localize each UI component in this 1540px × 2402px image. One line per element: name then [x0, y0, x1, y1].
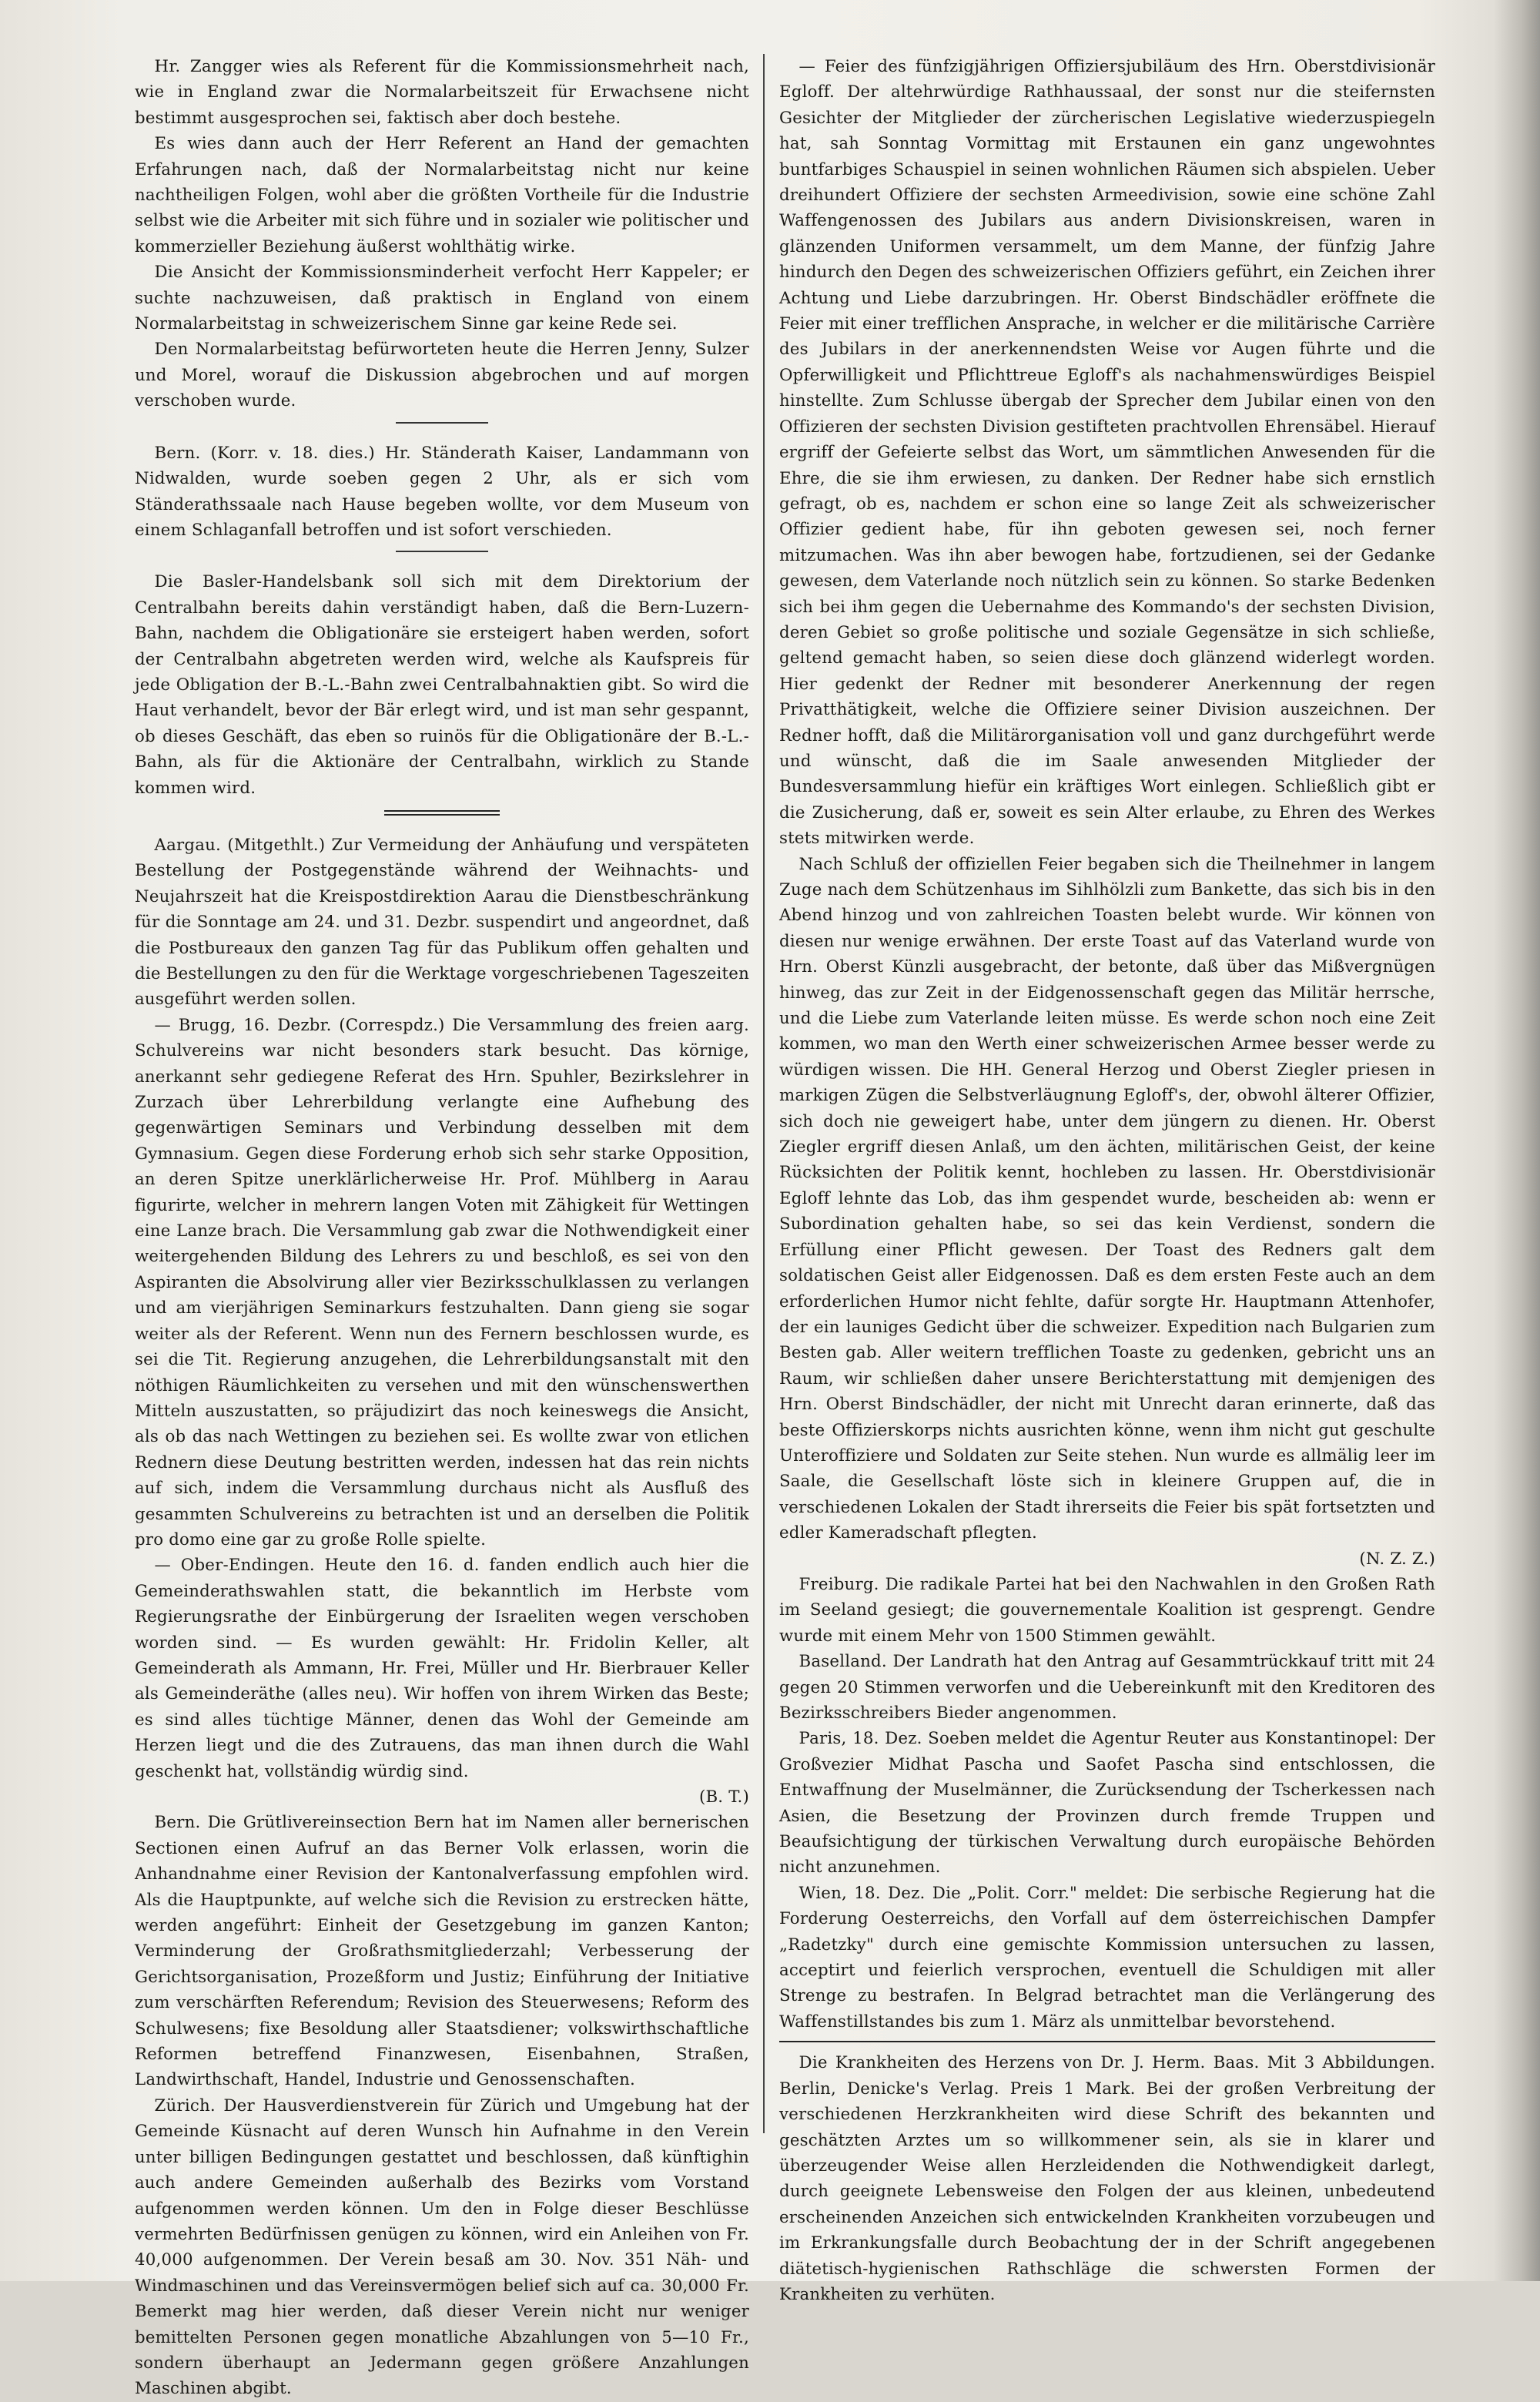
article-baselland: Baselland. Der Landrath hat den Antrag auf Gesammtrückkauf tritt mit 24 gegen 20 Stimmen verworfen und die Uebereinkunft mit den Kreditoren des Bezirksschreibers Bieder angenommen.	[779, 1652, 1435, 1723]
article-bankett: Nach Schluß der offiziellen Feier begaben sich die Theilnehmer in langem Zuge nach dem Schützenhaus im Sihlhölzli zum Bankette, das sich bis in den Abend hinzog und von zahlreichen Toasten belebt wurde. Wir können von diesen nur wenige erwähnen. Der erste Toast auf das Vaterland wurde von Hrn. Oberst Künzli ausgebracht, der betonte, daß über das Mißvergnügen hinweg, das zur Zeit in der Eidgenossenschaft gegen das Militär herrsche, und die Liebe zum Vaterlande leiten müsse. Es werde schon noch eine Zeit kommen, wo man den Werth einer schweizerischen Armee besser werde zu würdigen wissen. Die HH. General Herzog und Oberst Ziegler priesen in markigen Zügen die Selbstverläugnung Egloff's, der, obwohl älterer Offizier, sich doch nie geweigert habe, unter dem jüngern zu dienen. Hr. Oberst Ziegler ergriff diesen Anlaß, um den ächten, militärischen Geist, der keine Rücksichten der Politik kennt, hochleben zu lassen. Hr. Oberstdivisionär Egloff lehnte das Lob, das ihm gespendet wurde, bescheiden ab: wenn er Subordination gehalten habe, so sei das kein Verdienst, sondern die Erfüllung einer Pflicht gewesen. Der Toast des Redners galt dem soldatischen Geist aller Eidgenossen. Daß es dem ersten Feste auch an dem erforderlichen Humor nicht fehlte, dafür sorgte Hr. Hauptmann Attenhofer, der ein launiges Gedicht über die schweizer. Expedition nach Bulgarien zum Besten gab. Aller weitern trefflichen Toaste zu gedenken, gebricht uns an Raum, wir schließen daher unsere Berichterstattung mit demjenigen des Hrn. Oberst Bindschädler, der nicht mit Unrecht daran erinnerte, daß das beste Offizierskorps nichts ausrichten könne, wenn ihm nicht gut geschulte Unteroffiziere und Soldaten zur Seite stehen. Nun wurde es allmälig leer im Saale, die Gesellschaft löste sich in kleinere Gruppen auf, die in verschiedenen Lokalen der Stadt ihrerseits die Feier bis spät fortsetzten und edler Kameradschaft pflegten.	[779, 854, 1435, 1543]
article-referent: Es wies dann auch der Herr Referent an Hand der gemachten Erfahrungen nach, daß der Normalarbeitstag nicht nur keine nachtheiligen Folgen, wohl aber die größten Vortheile für die Industrie selbst wie die Arbeiter mit sich führe und in sozialer wie politischer und kommerzieller Beziehung äußerst wohlthätig wirke.	[135, 134, 749, 256]
article-befuerworter: Den Normalarbeitstag befürworteten heute die Herren Jenny, Sulzer und Morel, worauf die Diskussion abgebrochen und auf morgen verschoben wurde.	[135, 340, 749, 411]
section-divider	[396, 551, 488, 552]
article-ober-endingen: — Ober-Endingen. Heute den 16. d. fanden endlich auch hier die Gemeinderathswahlen statt, die bekanntlich im Herbste vom Regierungsrathe der Einbürgerung der Israeliten wegen verschoben worden sind. — Es wurden gewählt: Hr. Fridolin Keller, alt Gemeinderath als Ammann, Hr. Frei, Müller und Hr. Bierbrauer Keller als Gemeinderäthe (alles neu). Wir hoffen von ihrem Wirken das Beste; es sind alles tüchtige Männer, denen das Wohl der Gemeinde am Herzen liegt und die des Zutrauens, das man ihnen durch die Wahl geschenkt hat, vollständig würdig sind.	[135, 1556, 749, 1781]
column-rule	[763, 54, 765, 2133]
article-bern-gruetli: Bern. Die Grütlivereinsection Bern hat im Namen aller bernerischen Sectionen einen Aufruf an das Berner Volk erlassen, worin die Anhandnahme einer Revision der Kantonalverfassung empfohlen wird. Als die Hauptpunkte, auf welche sich die Revision zu erstrecken hätte, werden angeführt: Einheit der Gesetzgebung im ganzen Kanton; Verminderung der Großrathsmitgliederzahl; Verbesserung der Gerichtsorganisation, Prozeßform und Justiz; Einführung der Initiative zum verschärften Referendum; Revision des Steuerwesens; Reform des Schulwesens; fixe Besoldung aller Staatsdiener; volkswirthschaftliche Reformen betreffend Finanzwesen, Eisenbahnen, Straßen, Landwirthschaft, Handel, Industrie und Genossenschaften.	[135, 1813, 749, 2090]
source-signature: (B. T.)	[698, 1787, 749, 1807]
left-column	[135, 54, 749, 2399]
article-minderheit: Die Ansicht der Kommissionsminderheit verfocht Herr Kappeler; er suchte nachzuweisen, daß praktisch in England von einem Normalarbeitstag in schweizerischem Sinne gar keine Rede sei.	[135, 263, 749, 334]
book-notice-herzkrankheiten: Die Krankheiten des Herzens von Dr. J. Herm. Baas. Mit 3 Abbildungen. Berlin, Denicke's Verlag. Preis 1 Mark. Bei der großen Verbreitung der verschiedenen Herzkrankheiten wird diese Schrift des bekannten und geschätzten Arztes um so willkommener sein, als sie in klarer und überzeugender Weise allen Herzleidenden die Nothwendigkeit darlegt, durch geeignete Lebensweise den Folgen der aus kleinen, unbedeutend erscheinenden Anzeichen sich entwickelnden Krankheiten vorzubeugen und im Erkrankungsfalle durch Beobachtung der in der Schrift angegebenen diätetisch-hygienischen Rathschläge die schwersten Formen der Krankheiten zu verhüten.	[779, 2053, 1435, 2304]
article-aargau: Aargau. (Mitgethlt.) Zur Vermeidung der Anhäufung und verspäteten Bestellung der Postgegenstände während der Weihnachts- und Neujahrszeit hat die Kreispostdirektion Aarau die Dienstbeschränkung für die Sonntage am 24. und 31. Dezbr. suspendirt und angeordnet, daß die Postbureaux den ganzen Tag für das Publikum offen gehalten und die Bestellungen zu den für die Werktage vorgeschriebenen Tageszeiten ausgeführt werden sollen.	[135, 835, 749, 1010]
article-basler-handelsbank: Die Basler-Handelsbank soll sich mit dem Direktorium der Centralbahn bereits dahin verständigt haben, daß die Bern-Luzern-Bahn, nachdem die Obligationäre sie ersteigert haben werden, sofort der Centralbahn abgetreten werden wird, welche als Kaufspreis für jede Obligation der B.-L.-Bahn zwei Centralbahnaktien gibt. So wird die Haut verhandelt, bevor der Bär erlegt wird, und ist man sehr gespannt, ob dieses Geschäft, das eben so ruinös für die Obligationäre der B.-L.-Bahn, als für die Aktionäre der Centralbahn, wirklich zu Stande kommen wird.	[135, 572, 749, 798]
binding-shadow	[1494, 0, 1540, 2281]
article-bern-kaiser: Bern. (Korr. v. 18. dies.) Hr. Ständerath Kaiser, Landammann von Nidwalden, wurde soeben gegen 2 Uhr, als er sich vom Ständerathssaale nach Hause begeben wollte, vor dem Museum von einem Schlaganfall betroffen und ist sofort verschieden.	[135, 443, 749, 540]
section-double-rule	[384, 810, 500, 816]
article-zuerich: Zürich. Der Hausverdienstverein für Zürich und Umgebung hat der Gemeinde Küsnacht auf deren Wunsch hin Aufnahme in den Verein unter billigen Bedingungen gestattet und beschlossen, daß künftighin auch andere Gemeinden außerhalb des Bezirks vom Vorstand aufgenommen werden können. Um den in Folge dieser Beschlüsse vermehrten Bedürfnissen genügen zu können, wird ein Anleihen von Fr. 40,000 aufgenommen. Der Verein besaß am 30. Nov. 351 Näh- und Windmaschinen und das Vereinsvermögen belief sich auf ca. 30,000 Fr. Bemerkt mag hier werden, daß dieser Verein nicht nur weniger bemittelten Personen gegen monatliche Abzahlungen von 5—10 Fr., sondern überhaupt an Jedermann gegen größere Anzahlungen Maschinen abgibt.	[135, 2095, 749, 2399]
section-divider	[396, 422, 488, 424]
article-wien: Wien, 18. Dez. Die „Polit. Corr." meldet: Die serbische Regierung hat die Forderung Oesterreichs, den Vorfall auf dem österreichischen Dampfer „Radetzky" durch eine gemischte Kommission untersuchen zu lassen, acceptirt und feierlich versprochen, eventuell die Schuldigen mit aller Strenge zu bestrafen. In Belgrad betrachtet man die Verlängerung des Waffenstillstandes bis zum 1. März als unmittelbar bevorstehend.	[779, 1883, 1435, 2032]
source-signature: (N. Z. Z.)	[1359, 1549, 1435, 1569]
article-egloff-feier: — Feier des fünfzigjährigen Offiziersjubiläum des Hrn. Oberstdivisionär Egloff. Der altehrwürdige Rathhaussaal, der sonst nur die steifernsten Gesichter der Mitglieder der zürcherischen Legislative wiederzuspiegeln hat, sah Sonntag Vormittag mit Erstaunen ein ganz ungewohntes buntfarbiges Schauspiel in seinen wohnlichen Räumen sich abspielen. Ueber dreihundert Offiziere der sechsten Armeedivision, sowie eine schöne Zahl Waffengenossen des Jubilars aus andern Divisionskreisen, waren in glänzenden Uniformen versammelt, um dem Manne, der fünfzig Jahre hindurch den Degen des schweizerischen Offiziers geführt, ein Zeichen ihrer Achtung und Liebe darzubringen. Hr. Oberst Bindschädler eröffnete die Feier mit einer trefflichen Ansprache, in welcher er die militärische Carrière des Jubilars in der anerkennendsten Weise vor Augen führte und die Opferwilligkeit und Pflichttreue Egloff's als nachahmenswürdiges Beispiel hinstellte. Zum Schlusse übergab der Sprecher dem Jubilar einen von den Offizieren der sechsten Division gestifteten prachtvollen Ehrensäbel. Hierauf ergriff der Gefeierte selbst das Wort, um sämmtlichen Anwesenden für die Ehre, die sie ihm erwiesen, zu danken. Der Redner habe sich ernstlich gefragt, ob es, nachdem er schon eine so lange Zeit als schweizerischer Offizier gedient habe, für ihn geboten gewesen sei, noch ferner mitzumachen. Was ihn aber bewogen habe, fortzudienen, sei der Gedanke gewesen, dem Vaterlande noch nützlich sein zu können. So starke Bedenken sich bei ihm gegen die Uebernahme des Kommando's der sechsten Division, deren Gebiet so große politische und soziale Gegensätze in sich schließe, geltend gemacht haben, so seien diese doch glänzend widerlegt worden. Hier gedenkt der Redner mit besonderer Anerkennung der regen Privatthätigkeit, welche die Offiziere seiner Division auszeichnen. Der Redner hofft, daß die Militärorganisation voll und ganz durchgeführt werde und wünscht, daß die im Saale anwesenden Mitglieder der Bundesversammlung hiefür ein kräftiges Wort einlegen. Schließlich gibt er die Zusicherung, daß er, soweit es sein Alter erlaube, zu Ehren des Werkes stets mitwirken werde.	[779, 57, 1435, 849]
article-brugg: — Brugg, 16. Dezbr. (Correspdz.) Die Versammlung des freien aarg. Schulvereins war nicht besonders stark besucht. Das körnige, anerkannt sehr gediegene Referat des Hrn. Spuhler, Bezirkslehrer in Zurzach über Lehrerbildung verlangte eine Aufhebung des gegenwärtigen Seminars und Verbindung desselben mit dem Gymnasium. Gegen diese Forderung erhob sich sehr starke Opposition, an deren Spitze unerklärlicherweise Hr. Prof. Mühlberg in Aarau figurirte, welcher in mehrern langen Voten mit Zähigkeit für Wettingen eine Lanze brach. Die Versammlung gab zwar die Nothwendigkeit einer weitergehenden Bildung des Lehrers zu und beschloß, es sei von den Aspiranten die Absolvirung aller vier Bezirksschulklassen zu verlangen und am vierjährigen Seminarkurs festzuhalten. Dann gieng sie sogar weiter als der Referent. Wenn nun des Fernern beschlossen wurde, es sei die Tit. Regierung anzugehen, die Lehrerbildungsanstalt mit den nöthigen Räumlichkeiten zu versehen und mit den wünschenswerthen Mitteln auszustatten, so präjudizirt das noch keineswegs die Ansicht, als ob das nach Wettingen zu beziehen sei. Es wollte zwar von etlichen Rednern diese Deutung bestritten werden, indessen hat das rein nichts auf sich, indem die Versammlung durchaus nicht als Ausfluß des gesammten Schulvereins zu betrachten ist und an derselben die Politik pro domo eine gar zu große Rolle spielte.	[135, 1015, 749, 1549]
right-column	[779, 54, 1435, 2304]
article-paris: Paris, 18. Dez. Soeben meldet die Agentur Reuter aus Konstantinopel: Der Großvezier Midhat Pascha und Saofet Pascha sind entschlossen, die Entwaffnung der Muselmänner, die Zurücksendung der Tscherkessen nach Asien, die Besetzung der Provinzen durch fremde Truppen und Beaufsichtigung der türkischen Verwaltung durch europäische Behörden nicht anzunehmen.	[779, 1729, 1435, 1878]
article-freiburg: Freiburg. Die radikale Partei hat bei den Nachwahlen in den Großen Rath im Seeland gesiegt; die gouvernementale Koalition ist gesprengt. Gendre wurde mit einem Mehr von 1500 Stimmen gewählt.	[779, 1574, 1435, 1646]
section-rule	[779, 2041, 1435, 2042]
article-zangger: Hr. Zangger wies als Referent für die Kommissionsmehrheit nach, wie in England zwar die Normalarbeitszeit für Erwachsene nicht bestimmt ausgesprochen sei, faktisch aber doch bestehe.	[135, 57, 749, 128]
